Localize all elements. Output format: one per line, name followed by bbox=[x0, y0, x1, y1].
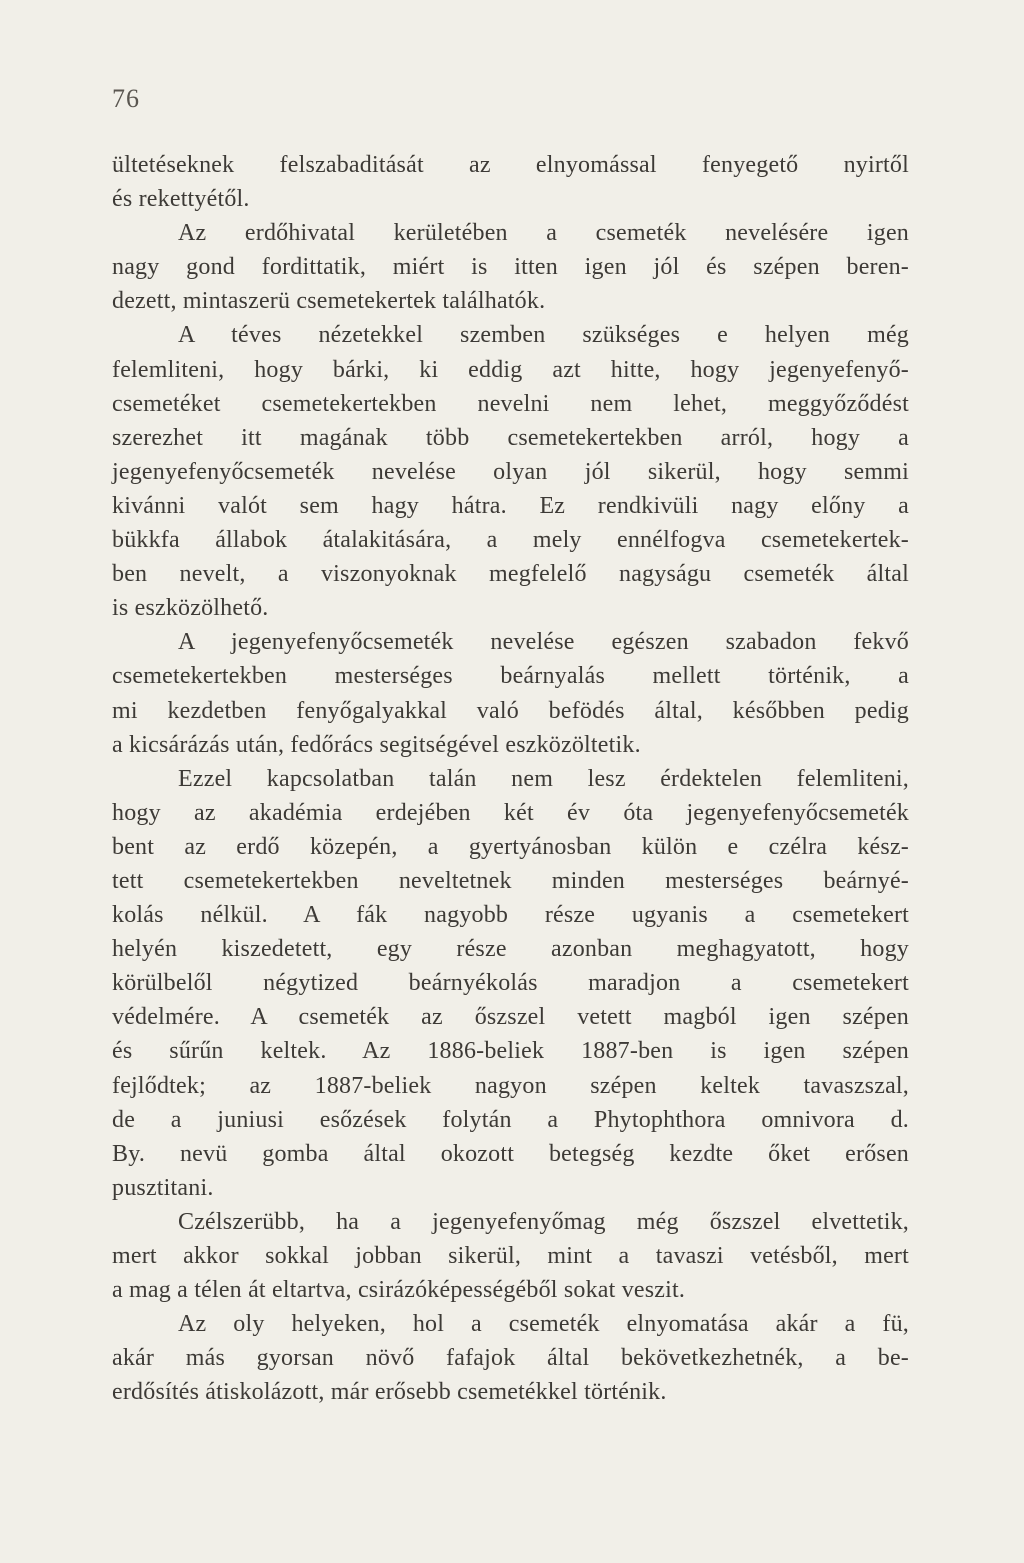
text-line: hogy az akadémia erdejében két év óta jegenyefenyőcsemeték bbox=[112, 799, 909, 826]
text-line: ben nevelt, a viszonyoknak megfelelő nagyságu csemeték által bbox=[112, 561, 909, 588]
text-line: erdősítés átiskolázott, már erősebb csemetékkel történik. bbox=[112, 1379, 667, 1406]
text-line: akár más gyorsan növő fafajok által bekövetkezhetnék, a be- bbox=[112, 1345, 909, 1372]
text-line: fejlődtek; az 1887-beliek nagyon szépen keltek tavaszszal, bbox=[112, 1072, 909, 1099]
text-line: a kicsárázás után, fedőrács segitségével eszközöltetik. bbox=[112, 731, 641, 758]
body-text bbox=[112, 148, 909, 1409]
text-line: bükkfa állabok átalakitására, a mely ennélfogva csemetekertek- bbox=[112, 527, 909, 554]
text-line: helyén kiszedetett, egy része azonban meghagyatott, hogy bbox=[112, 936, 909, 963]
text-line: védelmére. A csemeték az őszszel vetett magból igen szépen bbox=[112, 1004, 909, 1031]
text-line: A jegenyefenyőcsemeték nevelése egészen szabadon fekvő bbox=[178, 629, 909, 656]
text-line: a mag a télen át eltartva, csirázóképességéből sokat veszit. bbox=[112, 1277, 686, 1304]
page-number: 76 bbox=[112, 84, 140, 113]
text-line: is eszközölhető. bbox=[112, 595, 269, 622]
text-line: és rekettyétől. bbox=[112, 186, 250, 213]
text-line: körülbelől négytized beárnyékolás maradjon a csemetekert bbox=[112, 970, 909, 997]
text-line: és sűrűn keltek. Az 1886-beliek 1887-ben is igen szépen bbox=[112, 1038, 909, 1065]
text-line: kolás nélkül. A fák nagyobb része ugyanis a csemetekert bbox=[112, 902, 909, 929]
text-line: Ezzel kapcsolatban talán nem lesz érdektelen felemliteni, bbox=[178, 765, 909, 792]
text-line: csemetekertekben mesterséges beárnyalás mellett történik, a bbox=[112, 663, 909, 690]
text-line: tett csemetekertekben neveltetnek minden mesterséges beárnyé- bbox=[112, 867, 909, 894]
text-line: A téves nézetekkel szemben szükséges e helyen még bbox=[178, 322, 909, 349]
text-line: nagy gond fordittatik, miért is itten igen jól és szépen beren- bbox=[112, 254, 909, 281]
text-line: jegenyefenyőcsemeték nevelése olyan jól sikerül, hogy semmi bbox=[112, 458, 909, 485]
text-line: felemliteni, hogy bárki, ki eddig azt hitte, hogy jegenyefenyő- bbox=[112, 356, 909, 383]
text-line: dezett, mintaszerü csemetekertek találhatók. bbox=[112, 288, 546, 315]
text-line: ültetéseknek felszabaditását az elnyomással fenyegető nyirtől bbox=[112, 152, 909, 178]
text-line: mi kezdetben fenyőgalyakkal való befödés által, későbben pedig bbox=[112, 697, 909, 724]
text-line: szerezhet itt magának több csemetekertekben arról, hogy a bbox=[112, 424, 909, 451]
text-line: csemetéket csemetekertekben nevelni nem lehet, meggyőződést bbox=[112, 390, 909, 417]
text-line: Az erdőhivatal kerületében a csemeték nevelésére igen bbox=[178, 220, 909, 247]
text-line: de a juniusi esőzések folytán a Phytophthora omnivora d. bbox=[112, 1106, 909, 1133]
text-line: Az oly helyeken, hol a csemeték elnyomatása akár a fü, bbox=[178, 1311, 909, 1338]
text-line: kivánni valót sem hagy hátra. Ez rendkivüli nagy előny a bbox=[112, 492, 909, 519]
text-line: bent az erdő közepén, a gyertyánosban külön e czélra kész- bbox=[112, 833, 909, 860]
text-line: pusztitani. bbox=[112, 1174, 214, 1201]
text-line: Czélszerübb, ha a jegenyefenyőmag még őszszel elvettetik, bbox=[178, 1208, 909, 1235]
text-line: mert akkor sokkal jobban sikerül, mint a tavaszi vetésből, mert bbox=[112, 1243, 909, 1269]
text-line: By. nevü gomba által okozott betegség kezdte őket erősen bbox=[112, 1140, 909, 1167]
